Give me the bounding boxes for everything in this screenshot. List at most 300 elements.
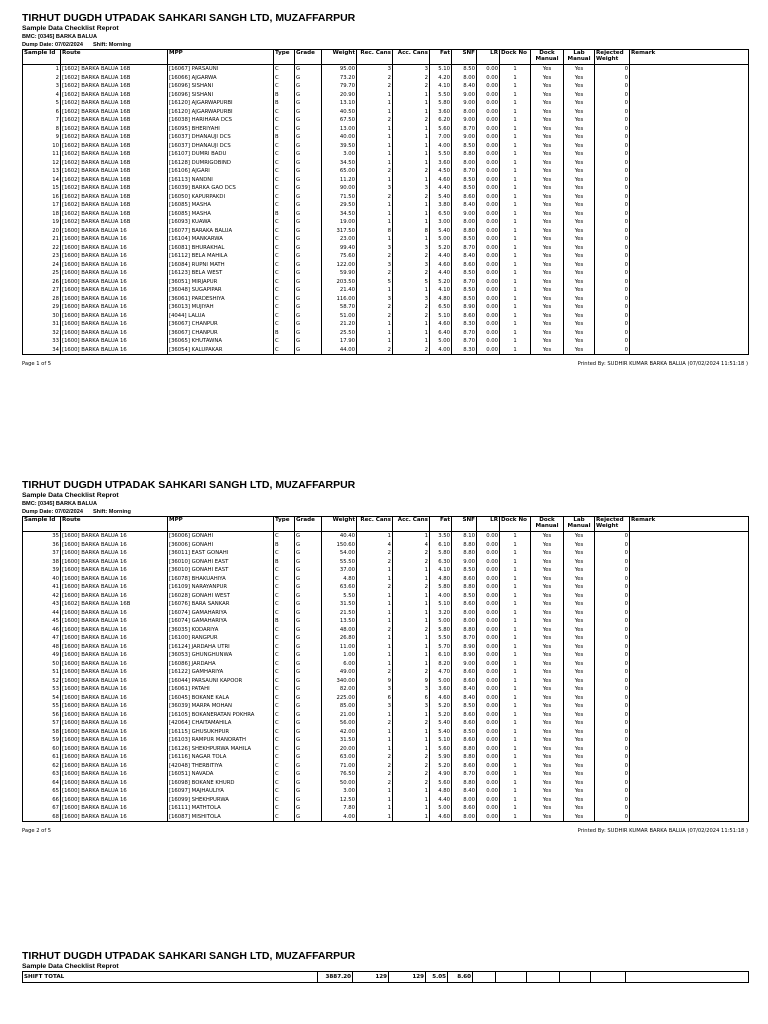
rec-cans-cell: 1 <box>357 329 393 338</box>
grade-cell: G <box>295 762 322 771</box>
table-row <box>23 677 749 686</box>
mpp-cell: [16038] HARIHARA DCS <box>168 116 274 125</box>
rejected-weight-cell: 0 <box>595 303 630 312</box>
weight-cell: 99.40 <box>322 244 357 253</box>
dock-manual-cell: Yes <box>531 796 564 805</box>
acc-cans-cell: 1 <box>393 804 430 813</box>
weight-cell: 23.00 <box>322 235 357 244</box>
lab-manual-cell: Yes <box>564 617 595 626</box>
route-cell: [1600] BARKA BALUA 16 <box>61 685 168 694</box>
acc-cans-cell: 1 <box>393 142 430 151</box>
dock-no-cell: 1 <box>500 617 531 626</box>
mpp-cell: [16051] NAVADA <box>168 770 274 779</box>
rejected-weight-cell: 0 <box>595 133 630 142</box>
lr-cell: 0.00 <box>477 150 500 159</box>
rejected-weight-cell: 0 <box>595 668 630 677</box>
grade-cell: G <box>295 643 322 652</box>
dock-no-cell: 1 <box>500 125 531 134</box>
acc-cans-cell: 1 <box>393 329 430 338</box>
weight-cell: 5.50 <box>322 592 357 601</box>
rec-cans-cell: 1 <box>357 337 393 346</box>
route-cell: [1600] BARKA BALUA 16 <box>61 583 168 592</box>
remark-cell <box>630 133 749 142</box>
type-cell: C <box>274 286 295 295</box>
mpp-cell: [36035] KODARIYA <box>168 626 274 635</box>
table-row <box>23 685 749 694</box>
dock-no-cell: 1 <box>500 346 531 355</box>
lab-manual-cell: Yes <box>564 592 595 601</box>
column-header-remark: Remark <box>630 517 749 532</box>
acc-cans-cell: 1 <box>393 592 430 601</box>
total-snf: 8.60 <box>448 972 473 983</box>
weight-cell: 40.00 <box>322 133 357 142</box>
route-cell: [1600] BARKA BALUA 16 <box>61 566 168 575</box>
route-cell: [1600] BARKA BALUA 16 <box>61 269 168 278</box>
lr-cell: 0.00 <box>477 91 500 100</box>
snf-cell: 8.10 <box>452 532 477 541</box>
report-page-1 <box>22 12 748 368</box>
dock-manual-cell: Yes <box>531 609 564 618</box>
dock-no-cell: 1 <box>500 193 531 202</box>
acc-cans-cell: 1 <box>393 218 430 227</box>
header-row <box>23 50 749 65</box>
lr-cell: 0.00 <box>477 320 500 329</box>
route-cell: [1600] BARKA BALUA 16 <box>61 320 168 329</box>
fat-cell: 6.20 <box>430 116 452 125</box>
grade-cell: G <box>295 278 322 287</box>
grade-cell: G <box>295 694 322 703</box>
type-cell: C <box>274 796 295 805</box>
total-empty-cell <box>473 972 496 983</box>
dock-no-cell: 1 <box>500 660 531 669</box>
route-cell: [1602] BARKA BALUA 16B <box>61 91 168 100</box>
table-row <box>23 753 749 762</box>
dock-manual-cell: Yes <box>531 728 564 737</box>
table-row <box>23 796 749 805</box>
dock-manual-cell: Yes <box>531 787 564 796</box>
lab-manual-cell: Yes <box>564 91 595 100</box>
dock-manual-cell: Yes <box>531 804 564 813</box>
rejected-weight-cell: 0 <box>595 99 630 108</box>
dock-no-cell: 1 <box>500 74 531 83</box>
snf-cell: 8.50 <box>452 65 477 74</box>
remark-cell <box>630 176 749 185</box>
dock-manual-cell: Yes <box>531 770 564 779</box>
route-cell: [1600] BARKA BALUA 16 <box>61 643 168 652</box>
weight-cell: 76.50 <box>322 770 357 779</box>
snf-cell: 8.70 <box>452 329 477 338</box>
dock-manual-cell: Yes <box>531 626 564 635</box>
dock-no-cell: 1 <box>500 99 531 108</box>
mpp-cell: [16085] MASHA <box>168 201 274 210</box>
weight-cell: 340.00 <box>322 677 357 686</box>
remark-cell <box>630 787 749 796</box>
fat-cell: 5.10 <box>430 312 452 321</box>
grade-cell: G <box>295 286 322 295</box>
type-cell: C <box>274 235 295 244</box>
lab-manual-cell: Yes <box>564 150 595 159</box>
acc-cans-cell: 1 <box>393 617 430 626</box>
remark-cell <box>630 278 749 287</box>
dock-manual-cell: Yes <box>531 278 564 287</box>
acc-cans-cell: 9 <box>393 677 430 686</box>
lr-cell: 0.00 <box>477 303 500 312</box>
mpp-cell: [16097] MAJHAULIYA <box>168 787 274 796</box>
dock-manual-cell: Yes <box>531 617 564 626</box>
type-cell: C <box>274 685 295 694</box>
dock-manual-cell: Yes <box>531 532 564 541</box>
lab-manual-cell: Yes <box>564 685 595 694</box>
remark-cell <box>630 668 749 677</box>
route-cell: [1602] BARKA BALUA 16B <box>61 142 168 151</box>
type-cell: C <box>274 218 295 227</box>
weight-cell: 3.00 <box>322 150 357 159</box>
lr-cell: 0.00 <box>477 167 500 176</box>
grade-cell: G <box>295 609 322 618</box>
rec-cans-cell: 1 <box>357 651 393 660</box>
rejected-weight-cell: 0 <box>595 583 630 592</box>
rec-cans-cell: 3 <box>357 295 393 304</box>
dock-no-cell: 1 <box>500 719 531 728</box>
weight-cell: 20.90 <box>322 91 357 100</box>
type-cell: C <box>274 116 295 125</box>
table-row <box>23 770 749 779</box>
remark-cell <box>630 532 749 541</box>
weight-cell: 59.90 <box>322 269 357 278</box>
weight-cell: 21.50 <box>322 609 357 618</box>
fat-cell: 5.00 <box>430 804 452 813</box>
sample-id-cell: 36 <box>23 541 61 550</box>
acc-cans-cell: 1 <box>393 660 430 669</box>
snf-cell: 8.50 <box>452 728 477 737</box>
lab-manual-cell: Yes <box>564 668 595 677</box>
grade-cell: G <box>295 558 322 567</box>
remark-cell <box>630 252 749 261</box>
weight-cell: 40.40 <box>322 532 357 541</box>
acc-cans-cell: 1 <box>393 159 430 168</box>
dock-manual-cell: Yes <box>531 711 564 720</box>
snf-cell: 8.60 <box>452 261 477 270</box>
sample-id-cell: 26 <box>23 278 61 287</box>
grade-cell: G <box>295 651 322 660</box>
table-row <box>23 295 749 304</box>
mpp-cell: [16115] GHUSUKHPUR <box>168 728 274 737</box>
acc-cans-cell: 1 <box>393 108 430 117</box>
grade-cell: G <box>295 193 322 202</box>
column-header-rejected-weight: Rejected Weight <box>595 517 630 532</box>
type-cell: C <box>274 677 295 686</box>
dock-manual-cell: Yes <box>531 600 564 609</box>
route-cell: [1602] BARKA BALUA 16B <box>61 176 168 185</box>
acc-cans-cell: 5 <box>393 278 430 287</box>
rec-cans-cell: 2 <box>357 626 393 635</box>
mpp-cell: [16111] MATHTOLA <box>168 804 274 813</box>
type-cell: C <box>274 320 295 329</box>
bmc-label: BMC: [0345] BARKA BALUA <box>22 34 97 40</box>
route-cell: [1600] BARKA BALUA 16 <box>61 541 168 550</box>
fat-cell: 5.00 <box>430 337 452 346</box>
grade-cell: G <box>295 150 322 159</box>
total-rec-cans: 129 <box>353 972 389 983</box>
column-header-dock-manual: Dock Manual <box>531 517 564 532</box>
snf-cell: 8.60 <box>452 711 477 720</box>
mpp-cell: [16044] PARSAUNI KAPOOR <box>168 677 274 686</box>
weight-cell: 203.50 <box>322 278 357 287</box>
weight-cell: 11.20 <box>322 176 357 185</box>
lr-cell: 0.00 <box>477 651 500 660</box>
route-cell: [1600] BARKA BALUA 16 <box>61 762 168 771</box>
acc-cans-cell: 1 <box>393 150 430 159</box>
fat-cell: 5.70 <box>430 643 452 652</box>
fat-cell: 3.60 <box>430 685 452 694</box>
lr-cell: 0.00 <box>477 541 500 550</box>
rejected-weight-cell: 0 <box>595 592 630 601</box>
dock-manual-cell: Yes <box>531 762 564 771</box>
dock-no-cell: 1 <box>500 320 531 329</box>
column-header-dock-no: Dock No <box>500 517 531 532</box>
table-row <box>23 252 749 261</box>
grade-cell: G <box>295 600 322 609</box>
acc-cans-cell: 8 <box>393 227 430 236</box>
rejected-weight-cell: 0 <box>595 677 630 686</box>
acc-cans-cell: 1 <box>393 796 430 805</box>
rejected-weight-cell: 0 <box>595 150 630 159</box>
snf-cell: 8.00 <box>452 813 477 822</box>
dock-manual-cell: Yes <box>531 252 564 261</box>
lr-cell: 0.00 <box>477 532 500 541</box>
grade-cell: G <box>295 796 322 805</box>
acc-cans-cell: 3 <box>393 295 430 304</box>
fat-cell: 5.50 <box>430 91 452 100</box>
type-cell: C <box>274 532 295 541</box>
remark-cell <box>630 804 749 813</box>
remark-cell <box>630 779 749 788</box>
route-cell: [1600] BARKA BALUA 16 <box>61 711 168 720</box>
rec-cans-cell: 1 <box>357 125 393 134</box>
sample-id-cell: 58 <box>23 728 61 737</box>
rejected-weight-cell: 0 <box>595 600 630 609</box>
lab-manual-cell: Yes <box>564 575 595 584</box>
snf-cell: 8.60 <box>452 804 477 813</box>
dock-no-cell: 1 <box>500 702 531 711</box>
dock-manual-cell: Yes <box>531 269 564 278</box>
dock-no-cell: 1 <box>500 541 531 550</box>
table-row <box>23 592 749 601</box>
lr-cell: 0.00 <box>477 583 500 592</box>
rejected-weight-cell: 0 <box>595 541 630 550</box>
dock-manual-cell: Yes <box>531 261 564 270</box>
dock-no-cell: 1 <box>500 753 531 762</box>
mpp-cell: [16039] BARKA GAO DCS <box>168 184 274 193</box>
rec-cans-cell: 3 <box>357 261 393 270</box>
mpp-cell: [16087] MISHITOLA <box>168 813 274 822</box>
dock-manual-cell: Yes <box>531 91 564 100</box>
dock-manual-cell: Yes <box>531 99 564 108</box>
sample-id-cell: 67 <box>23 804 61 813</box>
mpp-cell: [16099] SHEKHPURWA <box>168 796 274 805</box>
acc-cans-cell: 1 <box>393 711 430 720</box>
rec-cans-cell: 1 <box>357 235 393 244</box>
fat-cell: 4.90 <box>430 770 452 779</box>
type-cell: C <box>274 592 295 601</box>
fat-cell: 5.10 <box>430 600 452 609</box>
table-row <box>23 541 749 550</box>
snf-cell: 9.00 <box>452 210 477 219</box>
table-row <box>23 702 749 711</box>
fat-cell: 6.50 <box>430 210 452 219</box>
grade-cell: G <box>295 779 322 788</box>
grade-cell: G <box>295 116 322 125</box>
table-row <box>23 65 749 74</box>
fat-cell: 4.60 <box>430 176 452 185</box>
rejected-weight-cell: 0 <box>595 762 630 771</box>
org-title: TIRHUT DUGDH UTPADAK SAHKARI SANGH LTD, MUZAFFARPUR <box>22 12 356 24</box>
rejected-weight-cell: 0 <box>595 566 630 575</box>
table-row <box>23 346 749 355</box>
table-row <box>23 133 749 142</box>
grade-cell: G <box>295 770 322 779</box>
sample-id-cell: 68 <box>23 813 61 822</box>
shift-total-table <box>22 971 749 983</box>
page-number: Page 1 of 5 <box>22 361 52 367</box>
lab-manual-cell: Yes <box>564 201 595 210</box>
lab-manual-cell: Yes <box>564 235 595 244</box>
rejected-weight-cell: 0 <box>595 770 630 779</box>
remark-cell <box>630 745 749 754</box>
rejected-weight-cell: 0 <box>595 575 630 584</box>
rec-cans-cell: 2 <box>357 82 393 91</box>
sample-id-cell: 17 <box>23 201 61 210</box>
sample-id-cell: 15 <box>23 184 61 193</box>
type-cell: C <box>274 142 295 151</box>
sample-id-cell: 41 <box>23 583 61 592</box>
route-cell: [1602] BARKA BALUA 16B <box>61 201 168 210</box>
report-page-3 <box>22 950 748 983</box>
fat-cell: 5.00 <box>430 617 452 626</box>
type-cell: B <box>274 99 295 108</box>
report-subtitle: Sample Data Checklist Reprot <box>22 25 119 32</box>
checklist-table <box>22 516 749 822</box>
dock-manual-cell: Yes <box>531 218 564 227</box>
weight-cell: 54.00 <box>322 549 357 558</box>
sample-id-cell: 55 <box>23 702 61 711</box>
acc-cans-cell: 2 <box>393 167 430 176</box>
dock-no-cell: 1 <box>500 337 531 346</box>
dock-manual-cell: Yes <box>531 312 564 321</box>
acc-cans-cell: 1 <box>393 201 430 210</box>
fat-cell: 6.50 <box>430 303 452 312</box>
mpp-cell: [16106] AJGARI <box>168 167 274 176</box>
mpp-cell: [16112] BELA MAHILA <box>168 252 274 261</box>
weight-cell: 95.00 <box>322 65 357 74</box>
acc-cans-cell: 2 <box>393 303 430 312</box>
snf-cell: 8.40 <box>452 787 477 796</box>
acc-cans-cell: 1 <box>393 176 430 185</box>
remark-cell <box>630 261 749 270</box>
rejected-weight-cell: 0 <box>595 269 630 278</box>
column-header-weight: Weight <box>322 50 357 65</box>
weight-cell: 225.00 <box>322 694 357 703</box>
weight-cell: 90.00 <box>322 184 357 193</box>
lr-cell: 0.00 <box>477 133 500 142</box>
sample-id-cell: 66 <box>23 796 61 805</box>
weight-cell: 4.80 <box>322 575 357 584</box>
rejected-weight-cell: 0 <box>595 235 630 244</box>
dock-manual-cell: Yes <box>531 235 564 244</box>
grade-cell: G <box>295 583 322 592</box>
shift-total-row <box>23 972 749 983</box>
type-cell: C <box>274 269 295 278</box>
rejected-weight-cell: 0 <box>595 295 630 304</box>
column-header-sample-id: Sample Id <box>23 50 61 65</box>
lr-cell: 0.00 <box>477 549 500 558</box>
table-row <box>23 337 749 346</box>
rec-cans-cell: 1 <box>357 796 393 805</box>
rec-cans-cell: 1 <box>357 745 393 754</box>
dock-no-cell: 1 <box>500 150 531 159</box>
sample-id-cell: 39 <box>23 566 61 575</box>
dock-no-cell: 1 <box>500 566 531 575</box>
table-row <box>23 617 749 626</box>
page-number: Page 2 of 5 <box>22 828 52 834</box>
remark-cell <box>630 694 749 703</box>
lr-cell: 0.00 <box>477 694 500 703</box>
mpp-cell: [36053] GHUNGHUNWA <box>168 651 274 660</box>
sample-id-cell: 59 <box>23 736 61 745</box>
rejected-weight-cell: 0 <box>595 337 630 346</box>
mpp-cell: [36067] CHANPUR <box>168 320 274 329</box>
route-cell: [1600] BARKA BALUA 16 <box>61 634 168 643</box>
lab-manual-cell: Yes <box>564 167 595 176</box>
dock-no-cell: 1 <box>500 184 531 193</box>
acc-cans-cell: 1 <box>393 651 430 660</box>
dock-manual-cell: Yes <box>531 329 564 338</box>
fat-cell: 5.10 <box>430 65 452 74</box>
lab-manual-cell: Yes <box>564 787 595 796</box>
mpp-cell: [36051] MIRJAPUR <box>168 278 274 287</box>
lr-cell: 0.00 <box>477 711 500 720</box>
mpp-cell: [16086] JARDAHA <box>168 660 274 669</box>
mpp-cell: [36065] KHUTAWNA <box>168 337 274 346</box>
column-header-acc-cans: Acc. Cans <box>393 50 430 65</box>
rec-cans-cell: 6 <box>357 694 393 703</box>
lab-manual-cell: Yes <box>564 694 595 703</box>
remark-cell <box>630 592 749 601</box>
type-cell: C <box>274 804 295 813</box>
remark-cell <box>630 329 749 338</box>
type-cell: C <box>274 549 295 558</box>
column-header-mpp: MPP <box>168 517 274 532</box>
lab-manual-cell: Yes <box>564 218 595 227</box>
report-page-2 <box>22 479 748 835</box>
sample-id-cell: 50 <box>23 660 61 669</box>
lr-cell: 0.00 <box>477 643 500 652</box>
grade-cell: G <box>295 532 322 541</box>
table-row <box>23 736 749 745</box>
acc-cans-cell: 1 <box>393 728 430 737</box>
table-row <box>23 286 749 295</box>
column-header-lr: LR <box>477 50 500 65</box>
lab-manual-cell: Yes <box>564 779 595 788</box>
dock-no-cell: 1 <box>500 728 531 737</box>
type-cell: C <box>274 108 295 117</box>
table-row <box>23 719 749 728</box>
grade-cell: G <box>295 133 322 142</box>
grade-cell: G <box>295 626 322 635</box>
table-row <box>23 643 749 652</box>
weight-cell: 29.50 <box>322 201 357 210</box>
lr-cell: 0.00 <box>477 745 500 754</box>
